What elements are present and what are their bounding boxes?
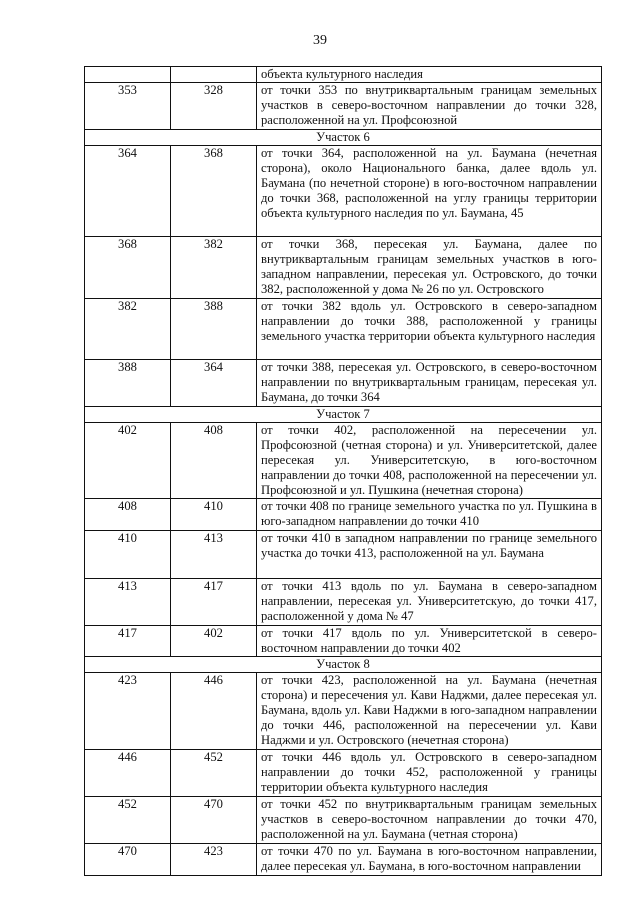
table-row bbox=[85, 579, 602, 626]
table-row bbox=[85, 299, 602, 360]
page-number: 39 bbox=[313, 33, 327, 48]
table-row bbox=[85, 750, 602, 797]
table-row bbox=[85, 499, 602, 531]
point-to: 402 bbox=[171, 626, 257, 657]
table-row bbox=[85, 423, 602, 499]
point-from: 364 bbox=[85, 146, 171, 237]
boundary-description: от точки 388, пересекая ул. Островского, в северо-восточном направлении по внутриквартальным границам, пересекая ул. Баумана, до точки 364 bbox=[257, 360, 602, 407]
section-header-row bbox=[85, 130, 602, 146]
boundary-description: от точки 402, расположенной на пересечении ул. Профсоюзной (четная сторона) и ул. Университетской, далее пересекая ул. Университетскую, в юго-восточном направлении до точки 408, расположенной на пересечении ул. Профсоюзной и ул. Пушкина (нечетная сторона) bbox=[257, 423, 602, 499]
point-to: 423 bbox=[171, 844, 257, 876]
table-row bbox=[85, 626, 602, 657]
point-to: 382 bbox=[171, 237, 257, 299]
point-from: 402 bbox=[85, 423, 171, 499]
point-from: 470 bbox=[85, 844, 171, 876]
table-row bbox=[85, 360, 602, 407]
boundary-description: от точки 423, расположенной на ул. Баумана (нечетная сторона) и пересечения ул. Кави Наджми, далее пересекая ул. Баумана, вдоль ул. Кави Наджми в юго-западном направлении до точки 446, расположенной на пересечении ул. Кави Наджми и ул. Островского (нечетная сторона) bbox=[257, 673, 602, 750]
point-from: 410 bbox=[85, 531, 171, 579]
point-to bbox=[171, 67, 257, 83]
section-title: Участок 8 bbox=[85, 657, 602, 673]
boundary-description: от точки 446 вдоль ул. Островского в северо-западном направлении до точки 452, расположенной у границы территории объекта культурного наследия bbox=[257, 750, 602, 797]
boundary-description: от точки 364, расположенной на ул. Баумана (нечетная сторона), около Национального банка, далее вдоль ул. Баумана (по нечетной стороне) в юго-восточном направлении до точки 368, расположенной на углу границы территории объекта культурного наследия по ул. Баумана, 45 bbox=[257, 146, 602, 237]
point-to: 446 bbox=[171, 673, 257, 750]
point-from: 446 bbox=[85, 750, 171, 797]
point-to: 408 bbox=[171, 423, 257, 499]
boundary-description: от точки 470 по ул. Баумана в юго-восточном направлении, далее пересекая ул. Баумана, в юго-восточном направлении bbox=[257, 844, 602, 876]
boundary-description: от точки 368, пересекая ул. Баумана, далее по внутриквартальным границам земельных участков в юго-западном направлении, пересекая ул. Островского, до точки 382, расположенной у дома № 26 по ул. Островского bbox=[257, 237, 602, 299]
table-row bbox=[85, 797, 602, 844]
point-from bbox=[85, 67, 171, 83]
point-to: 328 bbox=[171, 83, 257, 130]
section-title: Участок 6 bbox=[85, 130, 602, 146]
boundary-description: от точки 382 вдоль ул. Островского в северо-западном направлении до точки 388, расположенной у границы земельного участка территории объекта культурного наследия bbox=[257, 299, 602, 360]
table-row bbox=[85, 673, 602, 750]
section-header-row bbox=[85, 407, 602, 423]
table-row bbox=[85, 67, 602, 83]
table-row bbox=[85, 146, 602, 237]
point-from: 388 bbox=[85, 360, 171, 407]
point-from: 413 bbox=[85, 579, 171, 626]
table-row bbox=[85, 531, 602, 579]
boundary-description: от точки 353 по внутриквартальным границам земельных участков в северо-восточном направлении до точки 328, расположенной на ул. Профсоюзной bbox=[257, 83, 602, 130]
table-row bbox=[85, 83, 602, 130]
point-from: 382 bbox=[85, 299, 171, 360]
table-row bbox=[85, 844, 602, 876]
point-to: 364 bbox=[171, 360, 257, 407]
section-title: Участок 7 bbox=[85, 407, 602, 423]
point-from: 452 bbox=[85, 797, 171, 844]
point-from: 353 bbox=[85, 83, 171, 130]
point-to: 417 bbox=[171, 579, 257, 626]
boundary-table-body bbox=[85, 67, 602, 876]
point-from: 417 bbox=[85, 626, 171, 657]
boundary-description: от точки 408 по границе земельного участка по ул. Пушкина в юго-западном направлении до точки 410 bbox=[257, 499, 602, 531]
point-from: 408 bbox=[85, 499, 171, 531]
table-row bbox=[85, 237, 602, 299]
boundary-table bbox=[84, 66, 602, 876]
boundary-description: от точки 410 в западном направлении по границе земельного участка до точки 413, расположенной на ул. Баумана bbox=[257, 531, 602, 579]
boundary-description: от точки 417 вдоль по ул. Университетской в северо-восточном направлении до точки 402 bbox=[257, 626, 602, 657]
point-to: 410 bbox=[171, 499, 257, 531]
section-header-row bbox=[85, 657, 602, 673]
boundary-description: от точки 452 по внутриквартальным границам земельных участков в северо-восточном направлении до точки 470, расположенной на ул. Баумана (четная сторона) bbox=[257, 797, 602, 844]
point-to: 388 bbox=[171, 299, 257, 360]
boundary-description: от точки 413 вдоль по ул. Баумана в северо-западном направлении, пересекая ул. Университетскую, до точки 417, расположенной у дома № 47 bbox=[257, 579, 602, 626]
point-to: 368 bbox=[171, 146, 257, 237]
boundary-description: объекта культурного наследия bbox=[257, 67, 602, 83]
point-to: 413 bbox=[171, 531, 257, 579]
point-from: 368 bbox=[85, 237, 171, 299]
point-from: 423 bbox=[85, 673, 171, 750]
point-to: 452 bbox=[171, 750, 257, 797]
point-to: 470 bbox=[171, 797, 257, 844]
